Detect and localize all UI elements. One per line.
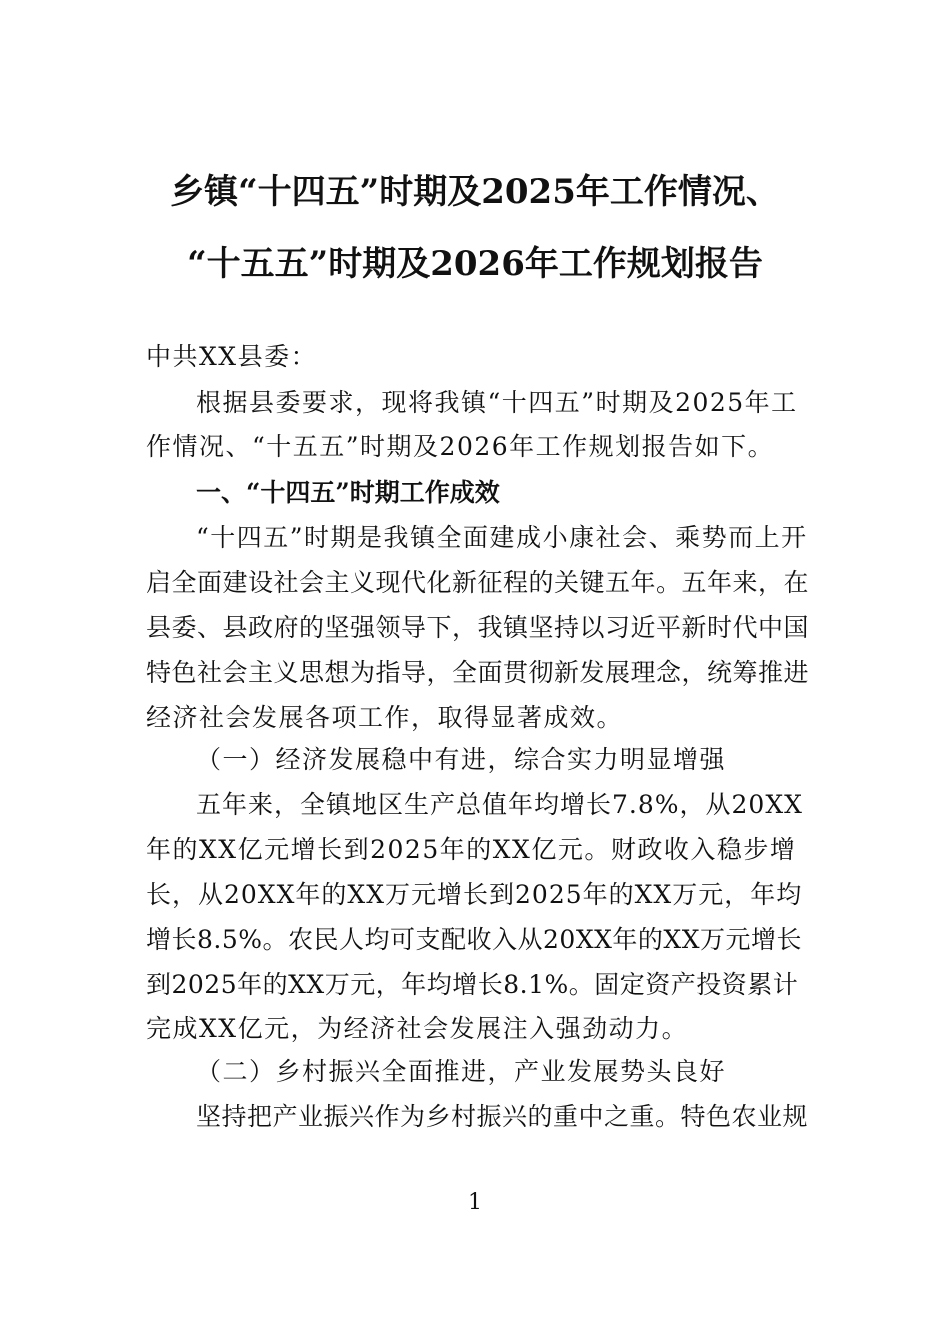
subsection-2-heading: （二）乡村振兴全面推进，产业发展势头良好 xyxy=(196,1057,727,1086)
section-1-paragraph-line: 启全面建设社会主义现代化新征程的关键五年。五年来，在 xyxy=(146,568,810,597)
subsection-1-paragraph-line: 年的XX亿元增长到2025年的XX亿元。财政收入稳步增 xyxy=(146,835,797,864)
intro-paragraph-line: 作情况、“十五五”时期及2026年工作规划报告如下。 xyxy=(146,432,775,461)
section-1-paragraph-line: “十四五”时期是我镇全面建成小康社会、乘势而上开 xyxy=(196,523,808,552)
section-1-paragraph-line: 特色社会主义思想为指导，全面贯彻新发展理念，统筹推进 xyxy=(146,658,810,687)
section-1-heading: 一、“十四五”时期工作成效 xyxy=(196,478,500,507)
intro-paragraph-line: 根据县委要求，现将我镇“十四五”时期及2025年工 xyxy=(196,388,798,417)
document-title-line-2: “十五五”时期及2026年工作规划报告 xyxy=(187,244,763,284)
subsection-2-paragraph-line: 坚持把产业振兴作为乡村振兴的重中之重。特色农业规 xyxy=(196,1102,809,1131)
section-1-paragraph-line: 县委、县政府的坚强领导下，我镇坚持以习近平新时代中国 xyxy=(146,613,810,642)
subsection-1-paragraph-line: 五年来，全镇地区生产总值年均增长7.8%，从20XX xyxy=(196,790,803,819)
subsection-1-paragraph-line: 增长8.5%。农民人均可支配收入从20XX年的XX万元增长 xyxy=(146,925,803,954)
page-number: 1 xyxy=(468,1190,482,1215)
document-title-line-1: 乡镇“十四五”时期及2025年工作情况、 xyxy=(170,172,780,212)
subsection-1-paragraph-line: 长，从20XX年的XX万元增长到2025年的XX万元，年均 xyxy=(146,880,803,909)
salutation: 中共XX县委： xyxy=(146,342,318,371)
subsection-1-heading: （一）经济发展稳中有进，综合实力明显增强 xyxy=(196,745,727,774)
subsection-1-paragraph-line: 完成XX亿元，为经济社会发展注入强劲动力。 xyxy=(146,1014,689,1043)
subsection-1-paragraph-line: 到2025年的XX万元，年均增长8.1%。固定资产投资累计 xyxy=(146,970,799,999)
section-1-paragraph-line: 经济社会发展各项工作，取得显著成效。 xyxy=(146,703,624,732)
